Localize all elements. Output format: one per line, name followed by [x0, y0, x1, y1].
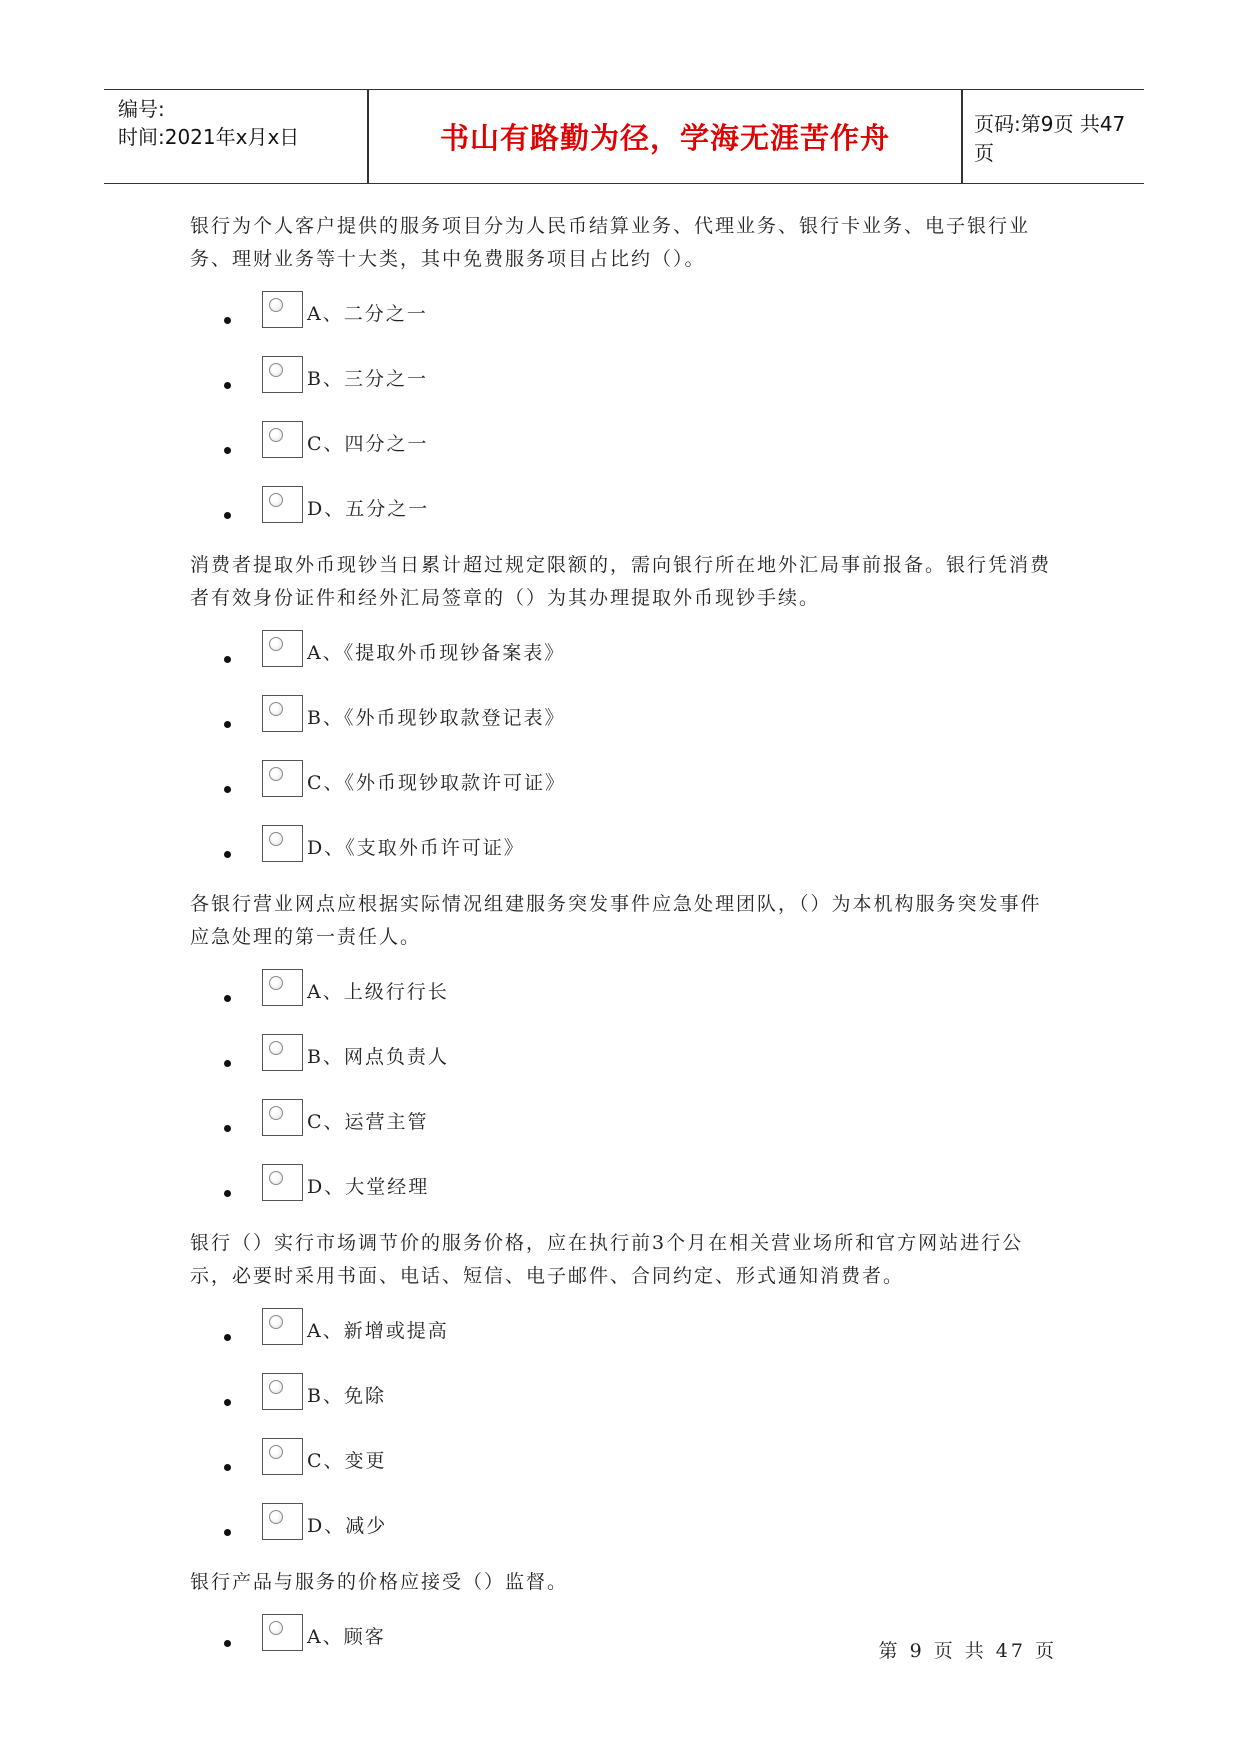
option-label: D、减少: [307, 1515, 388, 1537]
header-left: [118, 95, 299, 151]
question-text: 消费者提取外币现钞当日累计超过规定限额的，需向银行所在地外汇局事前报备。银行凭消费者有效身份证件和经外汇局签章的（）为其办理提取外币现钞手续。: [190, 554, 1052, 609]
option-item[interactable]: [190, 480, 1060, 545]
radio-button-frame[interactable]: [262, 825, 303, 862]
option-item[interactable]: [190, 1367, 1060, 1432]
radio-button[interactable]: [269, 428, 283, 442]
option-label: A、《提取外币现钞备案表》: [307, 642, 566, 664]
radio-button[interactable]: [269, 363, 283, 377]
bullet-icon: [224, 1060, 231, 1067]
option-item[interactable]: [190, 1028, 1060, 1093]
radio-button-frame[interactable]: [262, 356, 303, 393]
bullet-icon: [224, 995, 231, 1002]
question-text: 银行产品与服务的价格应接受（）监督。: [190, 1571, 569, 1593]
option-item[interactable]: [190, 624, 1060, 689]
option-list: [190, 624, 1060, 884]
option-label: A、顾客: [307, 1626, 386, 1648]
radio-button-frame[interactable]: [262, 1099, 303, 1136]
option-label: A、二分之一: [307, 303, 428, 325]
option-item[interactable]: [190, 285, 1060, 350]
option-label: B、《外币现钞取款登记表》: [307, 707, 566, 729]
radio-button[interactable]: [269, 1171, 283, 1185]
option-label: C、变更: [307, 1450, 387, 1472]
radio-button[interactable]: [269, 1380, 283, 1394]
radio-button[interactable]: [269, 1445, 283, 1459]
radio-button-frame[interactable]: [262, 291, 303, 328]
number-label: 编号:: [118, 97, 165, 121]
option-item[interactable]: [190, 689, 1060, 754]
bullet-icon: [224, 382, 231, 389]
radio-button-frame[interactable]: [262, 486, 303, 523]
option-item[interactable]: [190, 1432, 1060, 1497]
option-label: D、五分之一: [307, 498, 430, 520]
radio-button-frame[interactable]: [262, 630, 303, 667]
bullet-icon: [224, 721, 231, 728]
option-list: [190, 1302, 1060, 1562]
radio-button-frame[interactable]: [262, 1438, 303, 1475]
option-list: [190, 285, 1060, 545]
option-label: C、四分之一: [307, 433, 429, 455]
option-label: A、上级行行长: [307, 981, 449, 1003]
radio-button[interactable]: [269, 1106, 283, 1120]
option-item[interactable]: [190, 415, 1060, 480]
radio-button-frame[interactable]: [262, 760, 303, 797]
bullet-icon: [224, 656, 231, 663]
bullet-icon: [224, 1190, 231, 1197]
option-label: B、三分之一: [307, 368, 428, 390]
option-item[interactable]: [190, 1093, 1060, 1158]
radio-button[interactable]: [269, 767, 283, 781]
radio-button[interactable]: [269, 1315, 283, 1329]
option-item[interactable]: [190, 1497, 1060, 1562]
radio-button[interactable]: [269, 1621, 283, 1635]
bullet-icon: [224, 512, 231, 519]
option-label: B、网点负责人: [307, 1046, 449, 1068]
bullet-icon: [224, 317, 231, 324]
option-item[interactable]: [190, 1302, 1060, 1367]
question-text: 银行为个人客户提供的服务项目分为人民币结算业务、代理业务、银行卡业务、电子银行业务、理财业务等十大类，其中免费服务项目占比约（）。: [190, 215, 1031, 270]
page-footer: 第 9 页 共 47 页: [878, 1640, 1057, 1662]
option-label: B、免除: [307, 1385, 386, 1407]
radio-button[interactable]: [269, 298, 283, 312]
motto: 书山有路勤为径，学海无涯苦作舟: [439, 121, 890, 155]
bullet-icon: [224, 1125, 231, 1132]
bullet-icon: [224, 1529, 231, 1536]
radio-button[interactable]: [269, 1510, 283, 1524]
option-item[interactable]: [190, 350, 1060, 415]
bullet-icon: [224, 1334, 231, 1341]
page-header: [104, 89, 1144, 184]
radio-button-frame[interactable]: [262, 1373, 303, 1410]
radio-button-frame[interactable]: [262, 421, 303, 458]
option-item[interactable]: [190, 1158, 1060, 1223]
radio-button[interactable]: [269, 702, 283, 716]
option-list: [190, 963, 1060, 1223]
question-list: [190, 210, 1060, 1677]
question-text: 各银行营业网点应根据实际情况组建服务突发事件应急处理团队，（）为本机构服务突发事件应急处理的第一责任人。: [190, 893, 1042, 948]
radio-button-frame[interactable]: [262, 1034, 303, 1071]
radio-button-frame[interactable]: [262, 1503, 303, 1540]
option-item[interactable]: [190, 963, 1060, 1028]
header-divider: [961, 90, 963, 183]
radio-button[interactable]: [269, 976, 283, 990]
radio-button-frame[interactable]: [262, 1308, 303, 1345]
radio-button[interactable]: [269, 1041, 283, 1055]
radio-button-frame[interactable]: [262, 969, 303, 1006]
bullet-icon: [224, 1399, 231, 1406]
option-label: A、新增或提高: [307, 1320, 449, 1342]
option-item[interactable]: [190, 819, 1060, 884]
radio-button[interactable]: [269, 832, 283, 846]
option-label: C、运营主管: [307, 1111, 429, 1133]
option-label: D、《支取外币许可证》: [307, 837, 525, 859]
bullet-icon: [224, 786, 231, 793]
bullet-icon: [224, 851, 231, 858]
bullet-icon: [224, 447, 231, 454]
radio-button-frame[interactable]: [262, 1164, 303, 1201]
time-label: 时间:2021年x月x日: [118, 125, 300, 149]
radio-button[interactable]: [269, 493, 283, 507]
question-text: 银行（）实行市场调节价的服务价格，应在执行前3个月在相关营业场所和官方网站进行公示，必要时采用书面、电话、短信、电子邮件、合同约定、形式通知消费者。: [190, 1232, 1024, 1287]
radio-button[interactable]: [269, 637, 283, 651]
option-label: C、《外币现钞取款许可证》: [307, 772, 567, 794]
radio-button-frame[interactable]: [262, 695, 303, 732]
bullet-icon: [224, 1464, 231, 1471]
option-label: D、大堂经理: [307, 1176, 430, 1198]
page-code: 页码:第9页 共47页: [974, 111, 1126, 165]
option-item[interactable]: [190, 754, 1060, 819]
